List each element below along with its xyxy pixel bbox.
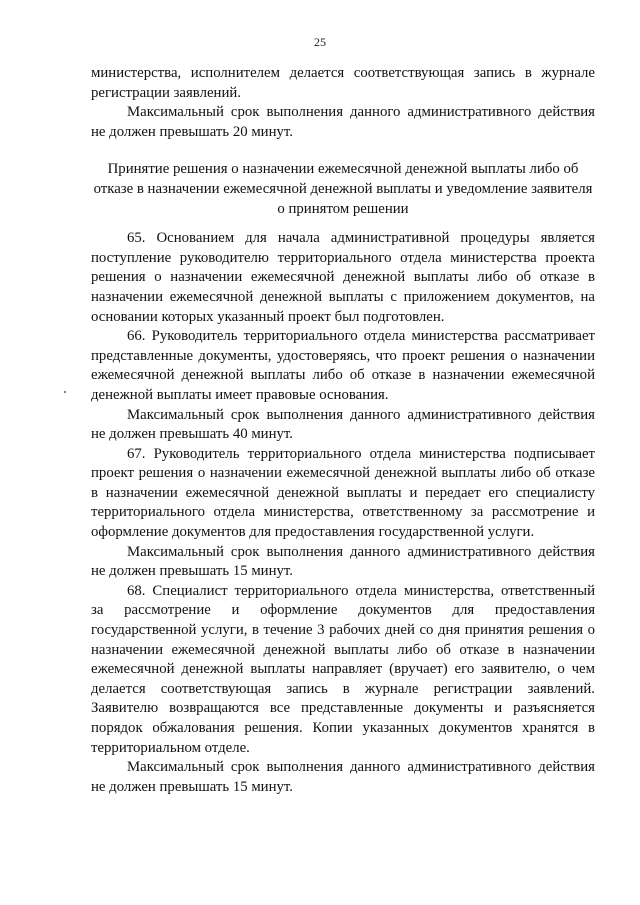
paragraph-max-time-15-b: Максимальный срок выполнения данного административного действия не должен превышать 15 минут. bbox=[91, 759, 595, 795]
paragraph-67: 67. Руководитель территориального отдела министерства подписывает проект решения о назначении ежемесячной денежной выплаты либо об отказе в назначении ежемесячной денежной выплаты и передает его специалисту территориального отдела министерства, ответственному за рассмотрение и оформление документов для предоставления государственной услуги. bbox=[91, 445, 595, 541]
section-heading: Принятие решения о назначении ежемесячной денежной выплаты либо об отказе в назначении ежемесячной денежной выплаты и уведомление заявителя о принятом решении bbox=[93, 161, 593, 217]
scan-speck bbox=[64, 391, 66, 393]
paragraph-continuation: министерства, исполнителем делается соответствующая запись в журнале регистрации заявлений. bbox=[91, 65, 595, 101]
page-number: 25 bbox=[314, 35, 326, 49]
document-body bbox=[91, 64, 595, 797]
paragraph-max-time-20: Максимальный срок выполнения данного административного действия не должен превышать 20 минут. bbox=[91, 104, 595, 140]
paragraph-65: 65. Основанием для начала административной процедуры является поступление руководителю территориального отдела министерства проекта решения о назначении ежемесячной денежной выплаты либо об отказе в назначении ежемесячной денежной выплаты с приложением документов, на основании которых указанный проект был подготовлен. bbox=[91, 230, 595, 325]
paragraph-68: 68. Специалист территориального отдела министерства, ответственный за рассмотрение и оформление документов для предоставления государственной услуги, в течение 3 рабочих дней со дня принятия решения о назначении ежемесячной денежной выплаты либо об отказе в назначении ежемесячной денежной выплаты направляет (вручает) его заявителю, о чем делается соответствующая запись в журнале регистрации заявлений. Заявителю возвращаются все представленные документы и разъясняется порядок обжалования решения. Копии указанных документов хранятся в территориальном отделе. bbox=[91, 582, 595, 756]
paragraph-max-time-40: Максимальный срок выполнения данного административного действия не должен превышать 40 минут. bbox=[91, 406, 595, 443]
paragraph-66: 66. Руководитель территориального отдела министерства рассматривает представленные документы, удостоверяясь, что проект решения о назначении ежемесячной денежной выплаты либо об отказе в назначении ежемесячной денежной выплаты имеет правовые основания. bbox=[91, 328, 595, 403]
paragraph-max-time-15-a: Максимальный срок выполнения данного административного действия не должен превышать 15 минут. bbox=[91, 543, 595, 580]
